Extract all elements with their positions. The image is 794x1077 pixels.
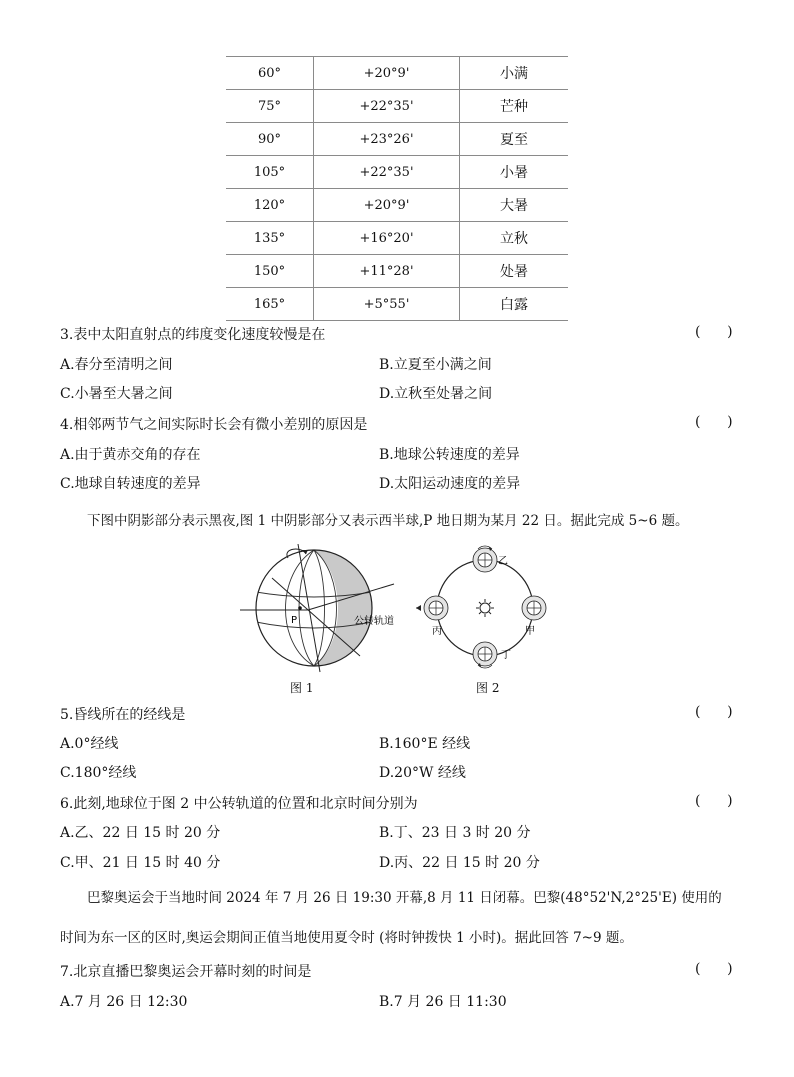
fig2-label-bing: 丙: [432, 626, 442, 637]
intro-7-9-line-2: 时间为东一区的区时,奥运会期间正值当地使用夏令时 (将时钟拨快 1 小时)。据此回答 7~9 题。: [60, 930, 633, 946]
q5-option-b: B.160°E 经线: [379, 736, 471, 752]
table-cell-longitude: 120°: [226, 189, 314, 222]
fig2-label-jia: 甲: [525, 626, 535, 637]
table-cell-longitude: 150°: [226, 255, 314, 288]
q6-answer-paren: ( ): [695, 793, 733, 809]
figure-1-globe: [236, 544, 406, 684]
table-cell-longitude: 75°: [226, 90, 314, 123]
table-row: [226, 255, 568, 288]
table-cell-term: 处暑: [460, 255, 569, 288]
table-cell-latitude: +22°35': [314, 90, 460, 123]
table-cell-latitude: +11°28': [314, 255, 460, 288]
table-cell-latitude: +22°35': [314, 156, 460, 189]
q3-option-d: D.立秋至处暑之间: [379, 386, 493, 402]
table-row: [226, 189, 568, 222]
q3-option-c: C.小暑至大暑之间: [60, 386, 173, 402]
solar-terms-table-body: [226, 57, 568, 321]
q6-option-a: A.乙、22 日 15 时 20 分: [60, 825, 221, 841]
fig2-label-ding: 丁: [501, 650, 511, 661]
intro-7-9-line-1: 巴黎奥运会于当地时间 2024 年 7 月 26 日 19:30 开幕,8 月 11 日闭幕。巴黎(48°52'N,2°25'E) 使用的: [87, 890, 722, 906]
q5-option-d: D.20°W 经线: [379, 765, 466, 781]
table-cell-longitude: 60°: [226, 57, 314, 90]
table-row: [226, 288, 568, 321]
figure-2-caption: 图 2: [476, 681, 500, 695]
q7-option-a: A.7 月 26 日 12:30: [60, 994, 188, 1010]
q5-option-c: C.180°经线: [60, 765, 137, 781]
table-cell-latitude: +16°20': [314, 222, 460, 255]
q6-option-d: D.丙、22 日 15 时 20 分: [379, 855, 540, 871]
table-cell-term: 立秋: [460, 222, 569, 255]
solar-terms-table: [226, 56, 568, 321]
table-cell-term: 芒种: [460, 90, 569, 123]
table-cell-term: 夏至: [460, 123, 569, 156]
q4-stem: 4.相邻两节气之间实际时长会有微小差别的原因是: [60, 417, 368, 433]
q4-option-a: A.由于黄赤交角的存在: [60, 447, 201, 463]
q3-option-a: A.春分至清明之间: [60, 357, 173, 373]
table-row: [226, 57, 568, 90]
q3-option-b: B.立夏至小满之间: [379, 357, 492, 373]
table-row: [226, 123, 568, 156]
earth-position-yi-icon: [473, 546, 497, 572]
table-cell-longitude: 165°: [226, 288, 314, 321]
q3-stem: 3.表中太阳直射点的纬度变化速度较慢是在: [60, 327, 326, 343]
q7-answer-paren: ( ): [695, 961, 733, 977]
table-cell-latitude: +5°55': [314, 288, 460, 321]
table-cell-longitude: 135°: [226, 222, 314, 255]
q6-option-c: C.甲、21 日 15 时 40 分: [60, 855, 221, 871]
table-row: [226, 156, 568, 189]
q6-stem: 6.此刻,地球位于图 2 中公转轨道的位置和北京时间分别为: [60, 796, 418, 812]
table-cell-longitude: 90°: [226, 123, 314, 156]
table-cell-term: 白露: [460, 288, 569, 321]
q7-option-b: B.7 月 26 日 11:30: [379, 994, 507, 1010]
q3-answer-paren: ( ): [695, 324, 733, 340]
q5-stem: 5.昏线所在的经线是: [60, 707, 186, 723]
q7-stem: 7.北京直播巴黎奥运会开幕时刻的时间是: [60, 964, 312, 980]
q5-answer-paren: ( ): [695, 704, 733, 720]
table-cell-latitude: +20°9': [314, 189, 460, 222]
q4-option-b: B.地球公转速度的差异: [379, 447, 520, 463]
intro-5-6: 下图中阴影部分表示黑夜,图 1 中阴影部分又表示西半球,P 地日期为某月 22 日。据此完成 5~6 题。: [87, 513, 689, 529]
fig1-orbit-label: 公转轨道: [354, 616, 394, 627]
earth-position-jia-icon: [522, 596, 546, 620]
table-cell-latitude: +20°9': [314, 57, 460, 90]
table-cell-longitude: 105°: [226, 156, 314, 189]
earth-position-bing-icon: [424, 596, 448, 620]
q4-answer-paren: ( ): [695, 414, 733, 430]
table-row: [226, 222, 568, 255]
figure-2-orbit: [414, 544, 560, 674]
figure-1-caption: 图 1: [290, 681, 314, 695]
table-cell-latitude: +23°26': [314, 123, 460, 156]
q6-option-b: B.丁、23 日 3 时 20 分: [379, 825, 531, 841]
fig2-label-yi: 乙: [498, 556, 508, 567]
q5-option-a: A.0°经线: [60, 736, 119, 752]
fig1-p-label: P: [291, 615, 298, 626]
earth-position-ding-icon: [473, 642, 497, 668]
table-cell-term: 小暑: [460, 156, 569, 189]
table-cell-term: 小满: [460, 57, 569, 90]
table-row: [226, 90, 568, 123]
table-cell-term: 大暑: [460, 189, 569, 222]
orbit-direction-arrow-icon: [416, 605, 421, 611]
q4-option-d: D.太阳运动速度的差异: [379, 476, 521, 492]
q4-option-c: C.地球自转速度的差异: [60, 476, 201, 492]
